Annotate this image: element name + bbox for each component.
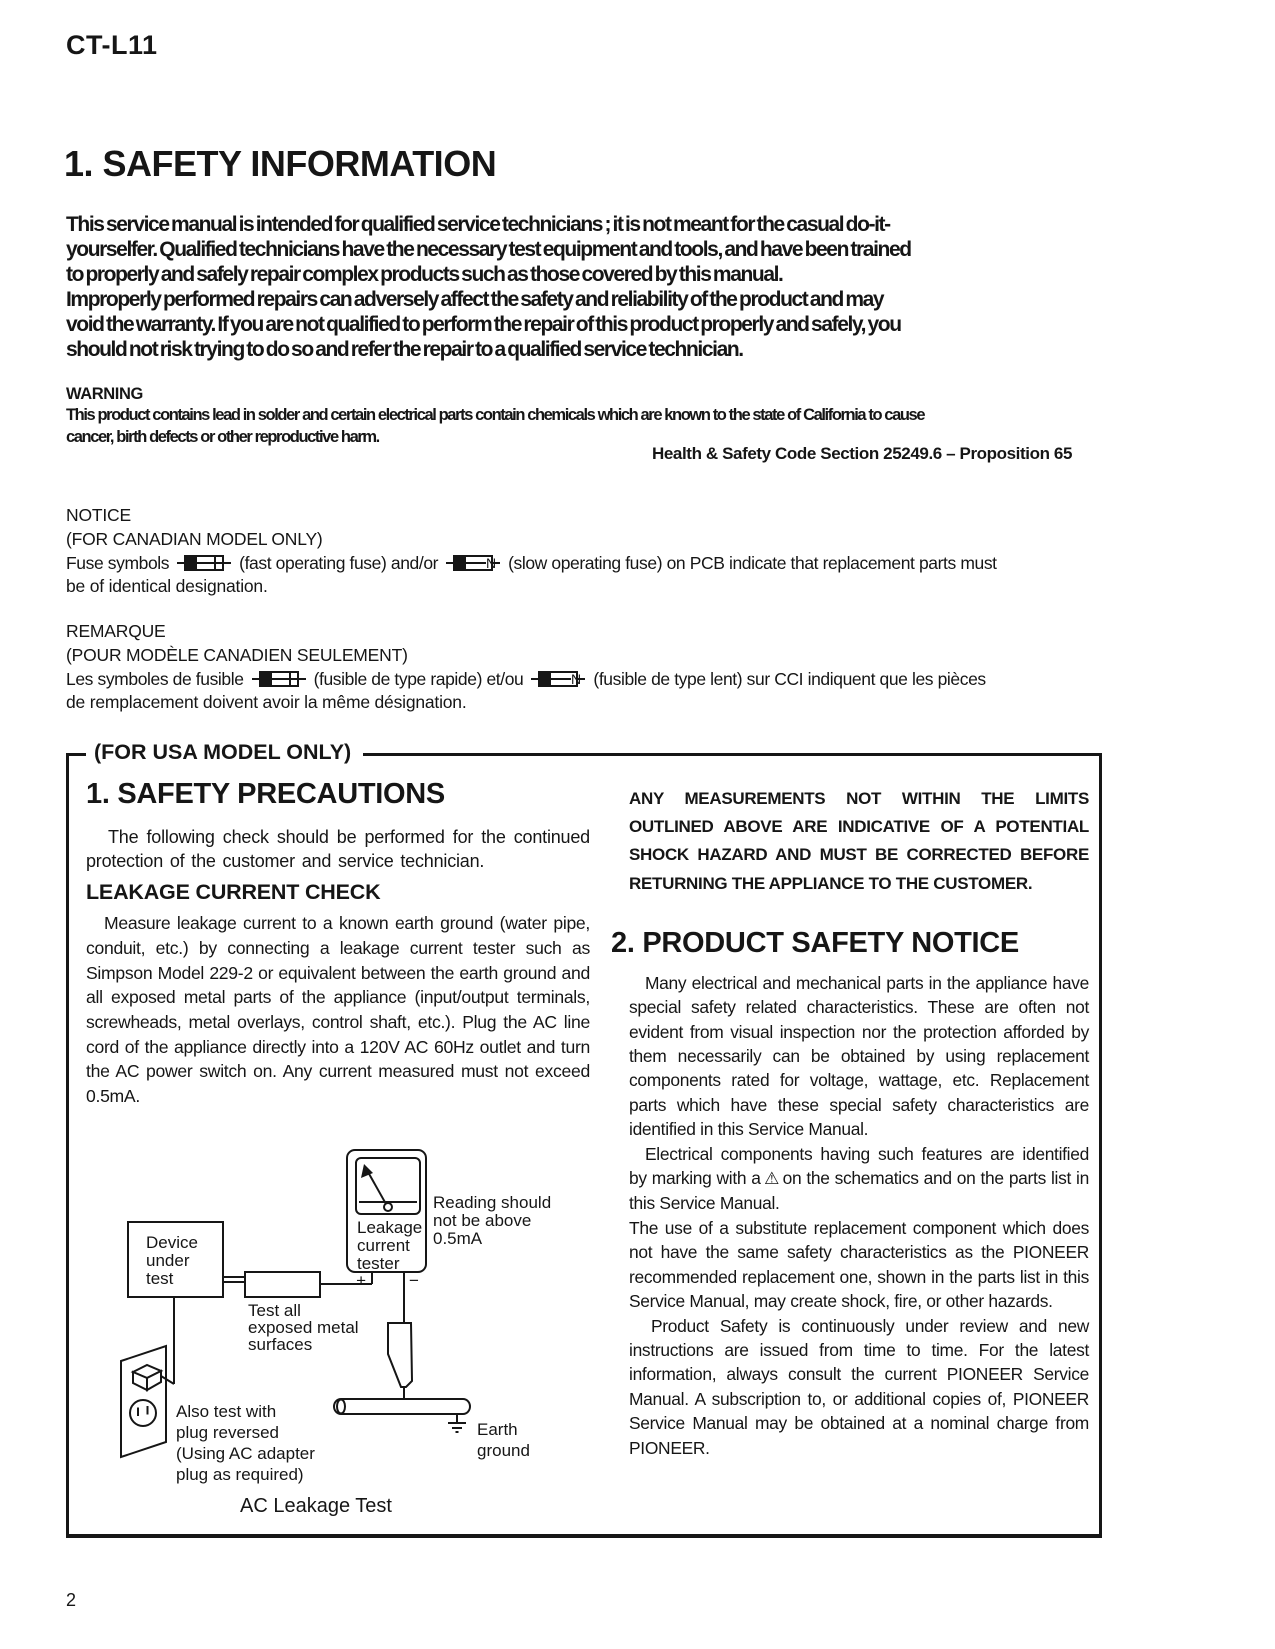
- svg-text:(Using AC adapter: (Using AC adapter: [176, 1444, 315, 1463]
- fast-fuse-icon: [252, 669, 306, 689]
- intro-line: This service manual is intended for qualified service technicians ; it is not meant for the casual do-it-: [66, 213, 890, 236]
- fuse-symbols-line: [66, 552, 997, 576]
- shock-hazard-warning-line: ANY MEASUREMENTS NOT WITHIN THE LIMITS: [629, 789, 1089, 808]
- warning-attribution: Health & Safety Code Section 25249.6 – Proposition 65: [652, 444, 1072, 463]
- tester-label: tester: [357, 1254, 400, 1273]
- remarque-continuation: de remplacement doivent avoir la même désignation.: [66, 692, 467, 713]
- warning-text-line: This product contains lead in solder and certain electrical parts contain chemicals which are known to the state of California to cause: [66, 406, 925, 425]
- notice-heading: NOTICE: [66, 505, 131, 525]
- svg-text:under: under: [146, 1251, 190, 1270]
- svg-text:Earth: Earth: [477, 1420, 518, 1439]
- usa-model-label: (FOR USA MODEL ONLY): [86, 739, 363, 765]
- fuse-line-text: Les symboles de fusible: [66, 668, 244, 689]
- fuse-line-text: (slow operating fuse) on PCB indicate that replacement parts must: [508, 552, 997, 573]
- slow-fuse-icon: [446, 553, 500, 573]
- intro-line: void the warranty. If you are not qualified to perform the repair of this product properly and safely, you: [66, 313, 901, 336]
- fuse-symbols-line-fr: [66, 668, 986, 692]
- fuse-line-text: Fuse symbols: [66, 552, 170, 573]
- svg-text:Test all: Test all: [248, 1301, 301, 1320]
- notice-subheading: (FOR CANADIAN MODEL ONLY): [66, 528, 323, 549]
- shock-hazard-warning-line: RETURNING THE APPLIANCE TO THE CUSTOMER.: [629, 873, 1033, 893]
- svg-text:ground: ground: [477, 1441, 530, 1460]
- plus-terminal-label: +: [356, 1271, 366, 1290]
- warning-heading: WARNING: [66, 385, 143, 403]
- remarque-heading: REMARQUE: [66, 621, 166, 641]
- svg-text:0.5mA: 0.5mA: [433, 1229, 483, 1248]
- svg-text:plug as required): plug as required): [176, 1465, 304, 1484]
- product-safety-paragraph-1: Many electrical and mechanical parts in the appliance have special safety related characteristics. These are often not evident from visual inspection nor the protection afforded by them necessarily can be obtained by using replacement components rated for voltage, wattage, etc. Replacement parts which have these special safety characteristics are identified in this Service Manual.: [629, 972, 1089, 1140]
- svg-text:surfaces: surfaces: [248, 1335, 313, 1354]
- product-safety-notice-title: 2. PRODUCT SAFETY NOTICE: [611, 926, 1019, 959]
- tester-label: current: [357, 1236, 410, 1255]
- notice-continuation: be of identical designation.: [66, 576, 268, 597]
- page-number: 2: [66, 1590, 77, 1610]
- diagram-caption: AC Leakage Test: [240, 1495, 392, 1517]
- fuse-line-text: (fast operating fuse) and/or: [239, 552, 439, 573]
- intro-line: Improperly performed repairs can adversely affect the safety and reliability of the product and may: [66, 288, 884, 311]
- hazard-triangle-icon: ⚠: [763, 1169, 780, 1189]
- remarque-block: [66, 620, 986, 715]
- svg-text:Reading should: Reading should: [433, 1193, 552, 1212]
- slow-fuse-icon: [531, 669, 585, 689]
- intro-line: should not risk trying to do so and refer the repair to a qualified service technician.: [66, 338, 743, 361]
- svg-text:Also test with: Also test with: [176, 1402, 277, 1421]
- safety-precautions-title: 1. SAFETY PRECAUTIONS: [86, 778, 445, 810]
- product-safety-paragraph-3: The use of a substitute replacement component which does not have the same safety characteristics as the PIONEER recommended replacement one, shown in the parts list in this Service Manual, may create shock, fire, or other hazards.: [629, 1217, 1089, 1312]
- model-number: CT-L11: [66, 30, 158, 60]
- svg-text:N: N: [486, 555, 496, 572]
- fuse-line-text: (fusible de type rapide) et/ou: [313, 668, 524, 689]
- fuse-line-text: (fusible de type lent) sur CCI indiquent que les pièces: [593, 668, 986, 689]
- section-title-safety-information: 1. SAFETY INFORMATION: [64, 143, 497, 184]
- svg-text:Device: Device: [146, 1233, 198, 1252]
- fast-fuse-icon: [177, 553, 231, 573]
- warning-text-line: cancer, birth defects or other reproductive harm.: [66, 427, 379, 446]
- notice-block: [66, 504, 997, 599]
- svg-text:test: test: [146, 1269, 174, 1288]
- usa-model-box: [66, 753, 1102, 1538]
- svg-text:N: N: [571, 671, 582, 688]
- intro-line: to properly and safely repair complex products such as those covered by this manual.: [66, 263, 783, 286]
- intro-line: yourselfer. Qualified technicians have the necessary test equipment and tools, and have been trained: [66, 238, 911, 261]
- leakage-current-check-heading: LEAKAGE CURRENT CHECK: [86, 880, 381, 905]
- intro-paragraph: [66, 212, 911, 362]
- leakage-current-check-paragraph: Measure leakage current to a known earth ground (water pipe, conduit, etc.) by connecting a leakage current tester such as Simpson Model 229-2 or equivalent between the earth ground and all exposed metal parts of the appliance (input/output terminals, screwheads, metal overlays, control shaft, etc.). Plug the AC line cord of the appliance directly into a 120V AC 60Hz outlet and turn the AC power switch on. Any current measured must not exceed 0.5mA.: [86, 913, 590, 1107]
- svg-text:exposed metal: exposed metal: [248, 1318, 359, 1337]
- paragraph-text: on the schematics and on the parts list in this Service Manual.: [629, 1168, 1089, 1214]
- paragraph-text: Electrical components having such features are identified by marking with a: [629, 1143, 1089, 1189]
- safety-precautions-paragraph: The following check should be performed for the continued protection of the customer and service technician.: [86, 827, 590, 871]
- minus-terminal-label: −: [409, 1271, 419, 1290]
- shock-hazard-warning-line: OUTLINED ABOVE ARE INDICATIVE OF A POTENTIAL: [629, 817, 1089, 837]
- tester-label: Leakage: [357, 1218, 423, 1237]
- product-safety-paragraph-4: Product Safety is continuously under review and new instructions are issued from time to time. For the latest information, always consult the current PIONEER Service Manual. A subscription to, or additional copies of, PIONEER Service Manual may be obtained at a nominal charge from PIONEER.: [629, 1315, 1089, 1458]
- warning-block: [66, 384, 924, 448]
- remarque-subheading: (POUR MODÈLE CANADIEN SEULEMENT): [66, 644, 408, 665]
- svg-text:not be above: not be above: [433, 1211, 532, 1230]
- shock-hazard-warning-line: SHOCK HAZARD AND MUST BE CORRECTED BEFORE: [629, 845, 1089, 865]
- svg-text:plug reversed: plug reversed: [176, 1423, 280, 1442]
